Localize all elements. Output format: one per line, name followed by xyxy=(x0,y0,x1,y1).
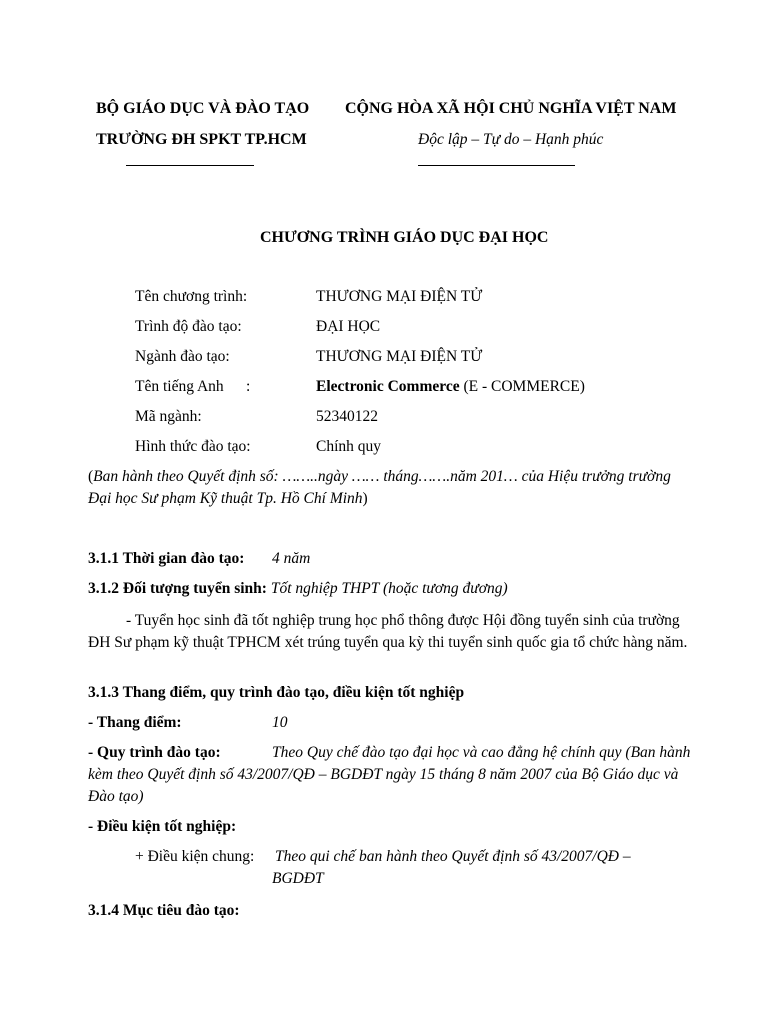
english-name-label: Tên tiếng Anh xyxy=(135,378,224,395)
general-condition-value: Theo qui chế ban hành theo Quyết định số 43/2007/QĐ – BGDĐT xyxy=(272,848,631,887)
section-3-1-1-label: 3.1.1 Thời gian đào tạo: xyxy=(88,550,245,567)
section-3-1-2-value: Tốt nghiệp THPT (hoặc tương đương) xyxy=(270,580,508,597)
ministry-name: BỘ GIÁO DỤC VÀ ĐÀO TẠO xyxy=(96,100,310,117)
training-level-value: ĐẠI HỌC xyxy=(316,318,381,335)
training-form-label: Hình thức đào tạo: xyxy=(135,438,251,455)
general-condition-label: + Điều kiện chung: xyxy=(135,848,255,865)
national-motto: Độc lập – Tự do – Hạnh phúc xyxy=(418,131,604,148)
english-name-bold: Electronic Commerce xyxy=(316,378,460,395)
left-header-rule xyxy=(126,165,254,166)
grading-scale-value: 10 xyxy=(272,714,288,731)
section-3-1-3-title: 3.1.3 Thang điểm, quy trình đào tạo, điều kiện tốt nghiệp xyxy=(88,684,465,701)
major-label: Ngành đào tạo: xyxy=(135,348,230,365)
training-level-label: Trình độ đào tạo: xyxy=(135,318,242,335)
section-3-1-2-heading xyxy=(88,580,508,598)
right-header-rule xyxy=(418,165,575,166)
decision-close-paren: ) xyxy=(362,490,368,507)
graduation-conditions-label: - Điều kiện tốt nghiệp: xyxy=(88,818,237,835)
section-3-1-2-label: 3.1.2 Đối tượng tuyển sinh: xyxy=(88,580,267,597)
decision-note xyxy=(88,466,688,510)
major-code-value: 52340122 xyxy=(316,408,378,425)
program-name-value: THƯƠNG MẠI ĐIỆN TỬ xyxy=(316,288,483,305)
section-3-1-4-title: 3.1.4 Mục tiêu đào tạo: xyxy=(88,902,240,919)
english-name-abbrev: (E - COMMERCE) xyxy=(459,378,585,395)
section-3-1-1-value: 4 năm xyxy=(272,550,311,567)
english-name-colon: : xyxy=(246,378,251,395)
school-name: TRƯỜNG ĐH SPKT TP.HCM xyxy=(96,131,307,148)
training-process xyxy=(88,742,694,808)
decision-text: Ban hành theo Quyết định số: ……..ngày …… tháng…….năm 201… của Hiệu trưởng trường Đại học Sư phạm Kỹ thuật Tp. Hồ Chí Minh xyxy=(88,468,671,507)
republic-name: CỘNG HÒA XÃ HỘI CHỦ NGHĨA VIỆT NAM xyxy=(345,100,677,117)
program-name-label: Tên chương trình: xyxy=(135,288,248,305)
decision-open-paren: ( xyxy=(88,468,94,485)
training-process-value: Theo Quy chế đào tạo đại học và cao đẳng hệ chính quy (Ban hành kèm theo Quyết định số 43/2007/QĐ – BGDĐT ngày 15 tháng 8 năm 2007 của Bộ Giáo dục và Đào tạo) xyxy=(88,744,691,805)
training-process-label: - Quy trình đào tạo: xyxy=(88,744,221,761)
major-value: THƯƠNG MẠI ĐIỆN TỬ xyxy=(316,348,483,365)
english-name-value xyxy=(316,378,585,396)
document-title: CHƯƠNG TRÌNH GIÁO DỤC ĐẠI HỌC xyxy=(260,229,549,246)
major-code-label: Mã ngành: xyxy=(135,408,202,425)
section-3-1-2-paragraph: - Tuyển học sinh đã tốt nghiệp trung học phổ thông được Hội đồng tuyển sinh của trường ĐH Sư phạm kỹ thuật TPHCM xét trúng tuyển qua kỳ thi tuyển sinh quốc gia tổ chức hàng năm. xyxy=(88,612,688,651)
training-form-value: Chính quy xyxy=(316,438,382,455)
grading-scale-label: - Thang điểm: xyxy=(88,714,182,731)
